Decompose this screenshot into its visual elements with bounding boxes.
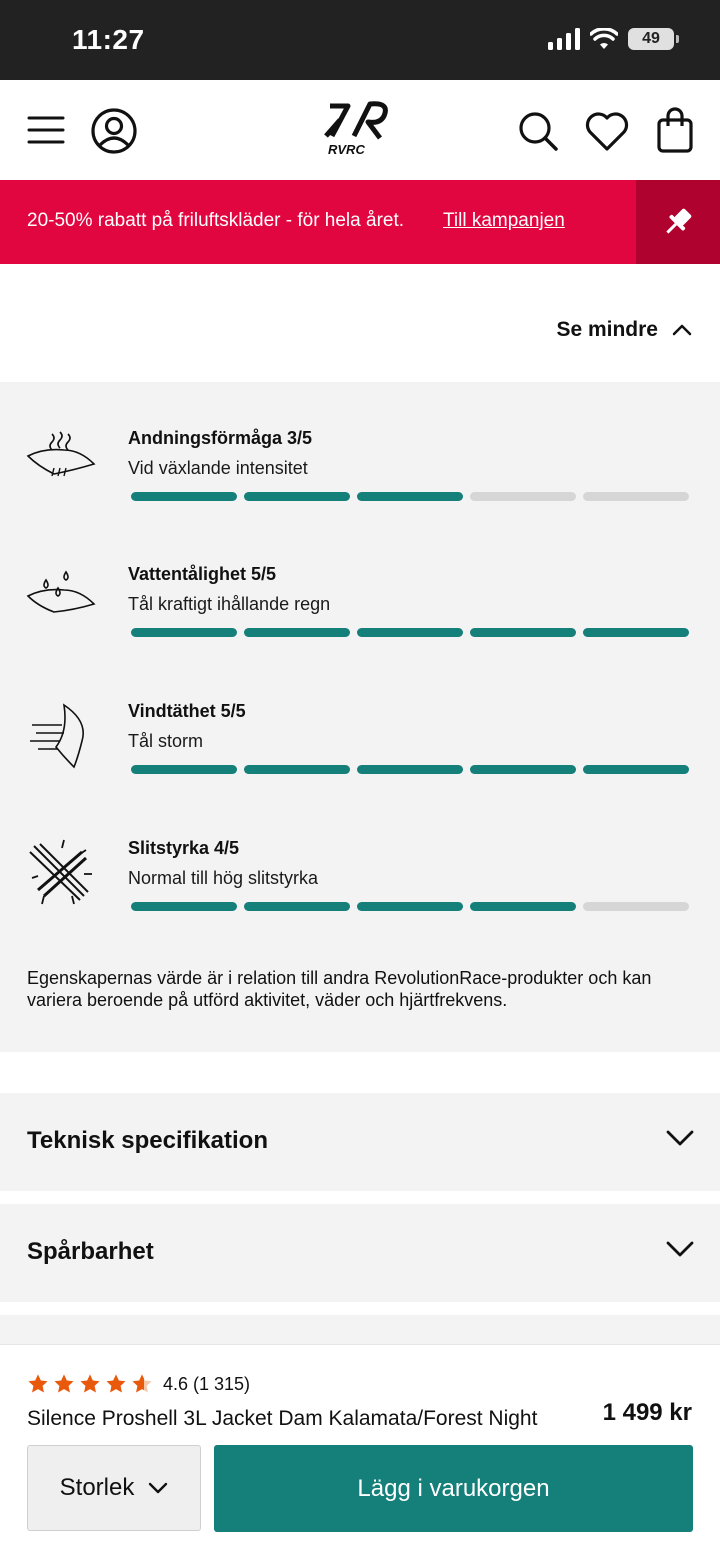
property-title: Vattentålighet 5/5 (128, 564, 277, 584)
see-less-label: Se mindre (556, 318, 658, 341)
brand-wordmark: RVRC (328, 142, 365, 157)
product-rating[interactable] (27, 1373, 250, 1395)
chevron-down-icon (666, 1129, 694, 1147)
rating-text: 4.6 (1 315) (163, 1373, 251, 1394)
star-icon (27, 1373, 49, 1395)
star-icon (105, 1373, 127, 1395)
level-segment (583, 492, 689, 501)
level-segment (470, 765, 576, 774)
level-segment (583, 902, 689, 911)
chevron-down-icon (666, 1240, 694, 1258)
properties-note: Egenskapernas värde är i relation till andra RevolutionRace-produkter och kan variera beroende på utförd aktivitet, väder och hjärtfrekvens. (27, 968, 652, 1010)
property-durability (0, 838, 720, 938)
product-price: 1 499 kr (602, 1399, 692, 1426)
durability-icon (24, 838, 98, 912)
level-segment (131, 765, 237, 774)
chevron-up-icon (672, 324, 692, 336)
level-segment (470, 902, 576, 911)
signal-icon (548, 28, 580, 50)
level-segment (357, 765, 463, 774)
wifi-icon (590, 28, 618, 50)
menu-icon[interactable] (26, 112, 66, 148)
heart-icon[interactable] (584, 109, 630, 153)
account-icon[interactable] (90, 107, 138, 155)
windproof-icon (24, 701, 98, 775)
status-time: 11:27 (72, 24, 145, 55)
level-segment (357, 902, 463, 911)
property-level-bar (131, 492, 689, 501)
brand-logo[interactable] (318, 96, 402, 160)
accordion-title: Spårbarhet (27, 1238, 154, 1265)
battery-indicator: 49 (628, 28, 674, 50)
property-title: Vindtäthet 5/5 (128, 701, 246, 721)
promo-banner (0, 180, 720, 264)
property-subtitle: Tål storm (128, 731, 204, 751)
star-icon (131, 1373, 153, 1395)
property-title: Andningsförmåga 3/5 (128, 428, 313, 448)
level-segment (131, 902, 237, 911)
star-icon (53, 1373, 75, 1395)
see-less-toggle[interactable] (556, 318, 692, 342)
promo-text: 20-50% rabatt på friluftskläder - för hela året. (27, 210, 405, 231)
water-resistance-icon (24, 564, 98, 638)
property-level-bar (131, 628, 689, 637)
pin-icon[interactable] (636, 180, 720, 264)
level-segment (244, 765, 350, 774)
property-subtitle: Vid växlande intensitet (128, 458, 308, 478)
status-bar (0, 0, 720, 80)
property-title: Slitstyrka 4/5 (128, 838, 240, 858)
property-subtitle: Normal till hög slitstyrka (128, 868, 319, 888)
product-name: Silence Proshell 3L Jacket Dam Kalamata/Forest Night (27, 1407, 538, 1430)
accordion-technical-specification[interactable] (0, 1093, 720, 1191)
level-segment (357, 492, 463, 501)
accordion-traceability[interactable] (0, 1204, 720, 1302)
level-segment (131, 628, 237, 637)
level-segment (583, 628, 689, 637)
size-select[interactable] (27, 1445, 201, 1531)
rating-stars (27, 1373, 153, 1395)
level-segment (357, 628, 463, 637)
level-segment (131, 492, 237, 501)
property-subtitle: Tål kraftigt ihållande regn (128, 594, 331, 614)
search-icon[interactable] (516, 109, 560, 153)
property-level-bar (131, 765, 689, 774)
sticky-buy-bar (0, 1344, 720, 1558)
breathability-icon (24, 428, 98, 502)
site-header (0, 80, 720, 180)
level-segment (470, 628, 576, 637)
bag-icon[interactable] (654, 105, 696, 155)
level-segment (244, 628, 350, 637)
property-breathability (0, 428, 720, 528)
level-segment (244, 902, 350, 911)
accordion-title: Teknisk specifikation (27, 1127, 268, 1154)
promo-link[interactable]: Till kampanjen (443, 210, 565, 231)
chevron-down-icon (148, 1482, 168, 1494)
level-segment (244, 492, 350, 501)
property-level-bar (131, 902, 689, 911)
star-icon (79, 1373, 101, 1395)
status-icons (548, 28, 674, 50)
level-segment (583, 765, 689, 774)
accordion-next[interactable] (0, 1315, 720, 1344)
property-water-resistance (0, 564, 720, 664)
level-segment (470, 492, 576, 501)
size-select-label: Storlek (59, 1474, 135, 1501)
add-to-cart-button[interactable]: Lägg i varukorgen (214, 1445, 693, 1532)
property-windproof (0, 701, 720, 801)
properties-panel (0, 382, 720, 1052)
